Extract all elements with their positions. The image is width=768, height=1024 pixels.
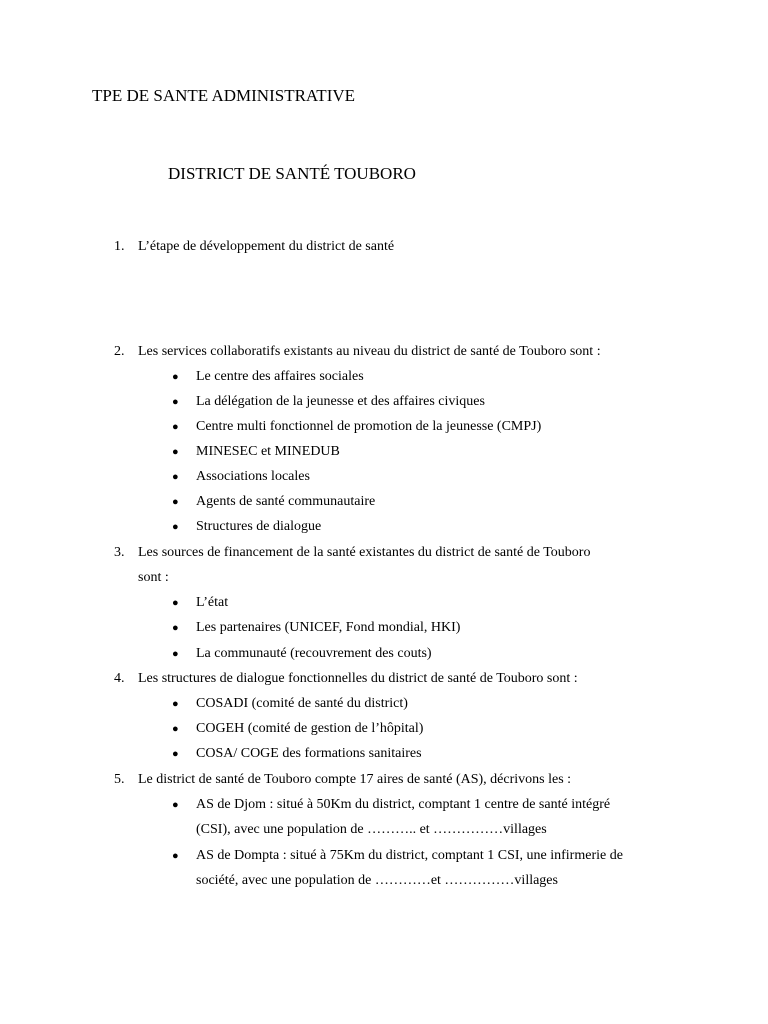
list-item: Associations locales <box>196 469 310 484</box>
bullet-icon: ● <box>172 496 179 508</box>
list-item: Structures de dialogue <box>196 519 322 534</box>
section-heading-line: Les services collaboratifs existants au niveau du district de santé de Touboro sont : <box>138 344 601 359</box>
list-item: La délégation de la jeunesse et des affaires civiques <box>196 394 485 409</box>
document-subtitle: DISTRICT DE SANTÉ TOUBORO <box>168 164 416 183</box>
bullet-icon: ● <box>172 421 179 433</box>
bullet-icon: ● <box>172 396 179 408</box>
section-heading-line: Les structures de dialogue fonctionnelles du district de santé de Touboro sont : <box>138 671 578 686</box>
bullet-icon: ● <box>172 471 179 483</box>
bullet-icon: ● <box>172 446 179 458</box>
section-number: 3. <box>114 545 125 560</box>
list-item: L’état <box>196 595 229 610</box>
section-heading-line: Le district de santé de Touboro compte 17 aires de santé (AS), décrivons les : <box>138 772 572 787</box>
bullet-icon: ● <box>172 521 179 533</box>
list-item: Agents de santé communautaire <box>196 494 376 509</box>
bullet-icon: ● <box>172 748 179 760</box>
bullet-icon: ● <box>172 723 179 735</box>
document-title: TPE DE SANTE ADMINISTRATIVE <box>92 86 356 105</box>
bullet-icon: ● <box>172 799 179 811</box>
list-item: Centre multi fonctionnel de promotion de la jeunesse (CMPJ) <box>196 419 542 434</box>
section-heading-line: sont : <box>138 570 169 585</box>
section-heading-line: Les sources de financement de la santé existantes du district de santé de Touboro <box>138 545 591 560</box>
list-item: La communauté (recouvrement des couts) <box>196 646 432 661</box>
bullet-icon: ● <box>172 597 179 609</box>
bullet-icon: ● <box>172 622 179 634</box>
list-item: COSA/ COGE des formations sanitaires <box>196 746 422 761</box>
section-number: 4. <box>114 671 125 686</box>
list-item: COGEH (comité de gestion de l’hôpital) <box>196 721 424 736</box>
section-heading-line: L’étape de développement du district de santé <box>138 239 395 254</box>
list-item: MINESEC et MINEDUB <box>196 444 340 459</box>
list-item: Le centre des affaires sociales <box>196 369 364 384</box>
section-number: 5. <box>114 772 125 787</box>
section-number: 1. <box>114 239 125 254</box>
bullet-icon: ● <box>172 850 179 862</box>
list-item: COSADI (comité de santé du district) <box>196 696 408 711</box>
list-item: (CSI), avec une population de ……….. et ……………villages <box>196 822 547 837</box>
list-item: Les partenaires (UNICEF, Fond mondial, HKI) <box>196 620 461 635</box>
bullet-icon: ● <box>172 648 179 660</box>
section-number: 2. <box>114 344 125 359</box>
bullet-icon: ● <box>172 371 179 383</box>
list-item: AS de Djom : situé à 50Km du district, comptant 1 centre de santé intégré <box>196 797 611 812</box>
list-item: AS de Dompta : situé à 75Km du district, comptant 1 CSI, une infirmerie de <box>196 848 623 863</box>
bullet-icon: ● <box>172 698 179 710</box>
list-item: société, avec une population de …………et ……………villages <box>196 873 558 888</box>
